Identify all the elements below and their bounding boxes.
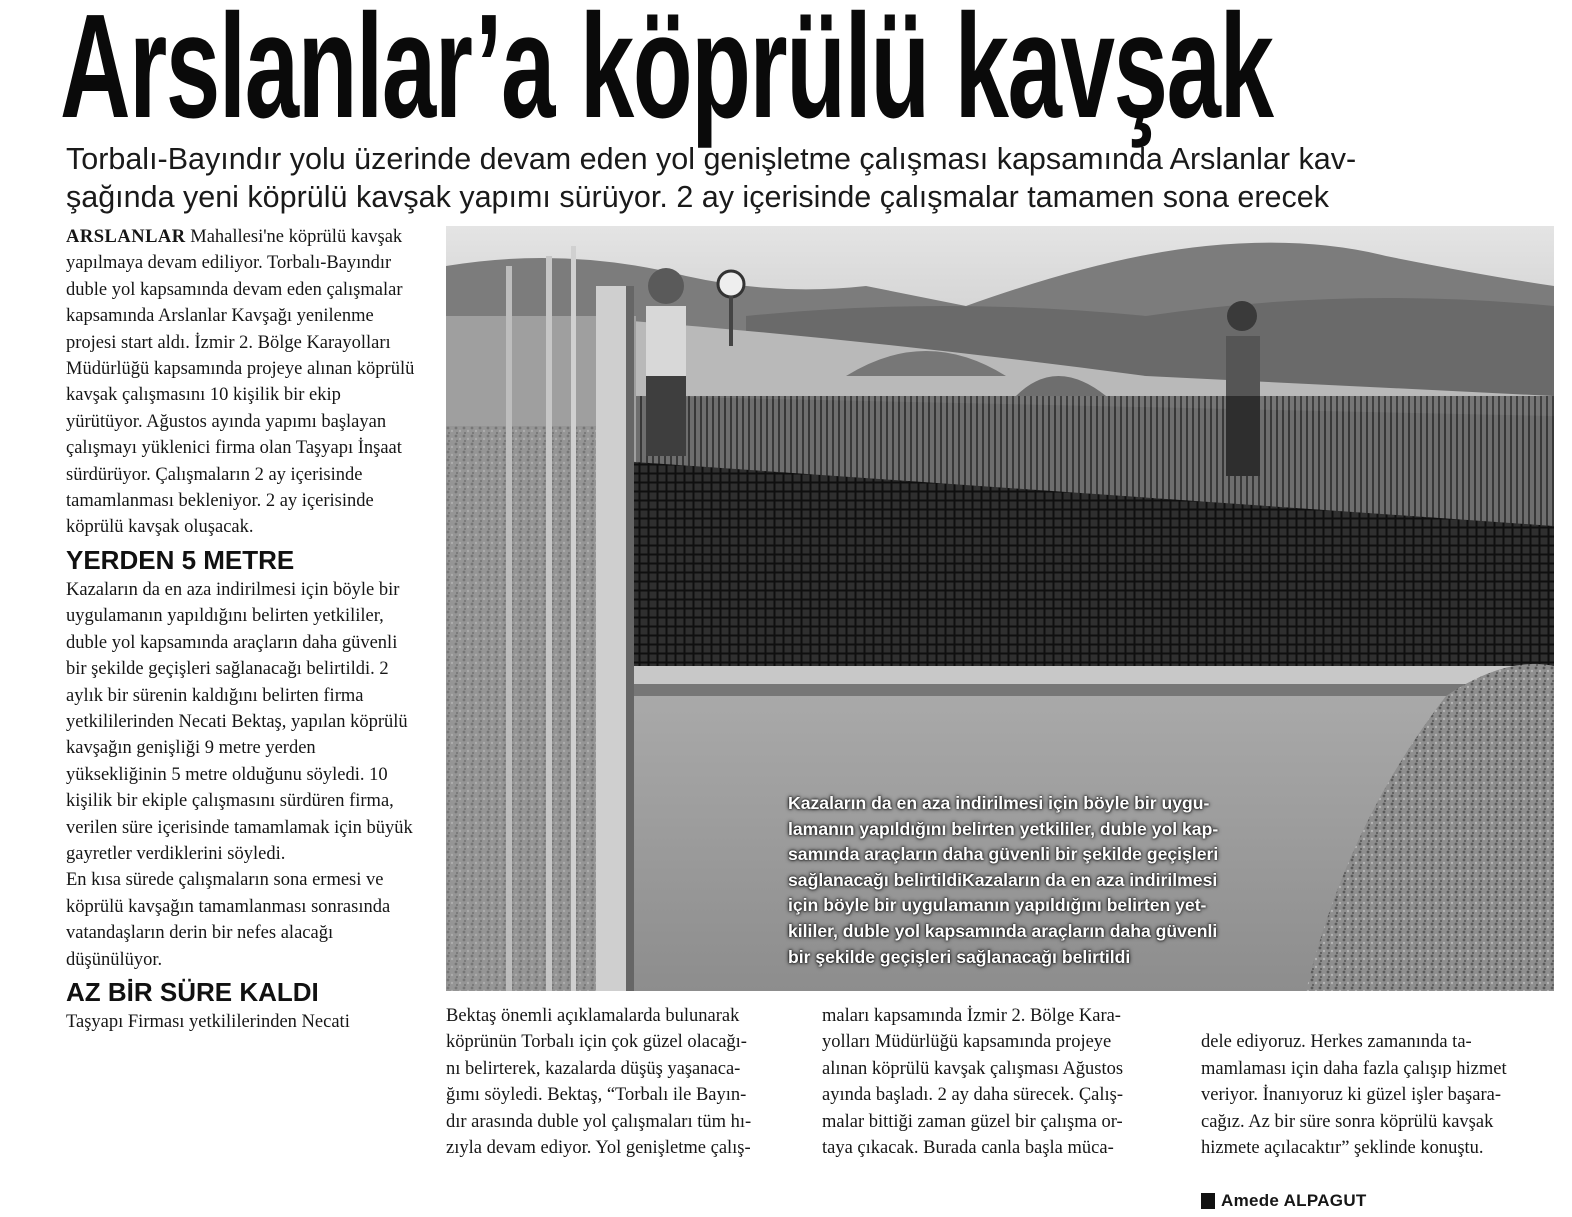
- intro-text: Mahallesi'ne köprülü kavşak yapılmaya devam ediliyor. Torbalı-Bayındır duble yol kapsamında devam eden çalışmalar kapsamında Arslanlar Kavşağı yenilenme projesi start aldı. İzmir 2. Bölge Karayolları Müdürlüğü kapsamında projeye alınan köprülü kavşak çalışmasını 10 kişilik bir ekip yürütüyor. Ağustos ayında yapımı başlayan çalışmayı yüklenici firma olan Taşyapı İnşaat sürdürüyor. Çalışmaların 2 ay içerisinde tamamlanması bekleniyor. 2 ay içerisinde köprülü kavşak oluşacak.: [66, 227, 415, 538]
- byline-square-icon: [1201, 1193, 1215, 1209]
- subhead-az-bir-sure: AZ BİR SÜRE KALDI: [66, 976, 319, 1007]
- construction-photo: [446, 226, 1554, 991]
- headline: Arslanlar’a köprülü kavşak: [60, 0, 1273, 149]
- paragraph-2: Kazaların da en aza indirilmesi için böyle bir uygulamanın yapıldığını belirten yetkililer, duble yol kapsamında araçların daha güvenli bir şekilde geçişleri sağlanacağı belirtildi. 2 aylık bir sürenin kaldığını belirten firma yetkililerinden Necati Bektaş, yapılan köprülü kavşağın genişliği 9 metre yerden yüksekliğinin 5 metre olduğunu söyledi. 10 kişilik bir ekiple çalışmasını sürdüren firma, verilen süre içerisinde tamamlamak için büyük gayretler verdiklerini söyledi.: [66, 579, 413, 864]
- bottom-column-3: [1201, 1003, 1549, 1217]
- photo-caption: Kazaların da en aza indirilmesi için böyle bir uygu- lamanın yapıldığını belirten yetkililer, duble yol kap- samında araçların daha güvenli bir şekilde geçişleri sağlanacağı belirtildiKazaların da en aza indirilmesi için böyle bir uygulamanın yapıldığını belirten yet- kililer, duble yol kapsamında araçların daha güvenli bir şekilde geçişleri sağlanacağı belirtildi: [788, 793, 1219, 967]
- deck: [66, 140, 1566, 216]
- subhead-yerden: YERDEN 5 METRE: [66, 544, 295, 575]
- left-column: [66, 224, 421, 1035]
- bottom-column-2: maları kapsamında İzmir 2. Bölge Kara- yolları Müdürlüğü kapsamında projeye alınan köprülü kavşak çalışması Ağustos ayında başladı. 2 ay daha sürecek. Çalış- malar bittiği zaman güzel bir çalışma or- taya çıkacak. Burada canla başla müca-: [822, 1006, 1124, 1159]
- byline: [1201, 1188, 1367, 1214]
- deck-line: Torbalı-Bayındır yolu üzerinde devam eden yol genişletme çalışması kapsamında Arslanlar kav-: [66, 142, 1357, 176]
- intro-paragraph: [66, 224, 421, 541]
- lead-word: ARSLANLAR: [66, 227, 186, 247]
- byline-name: Amede ALPAGUT: [1221, 1190, 1367, 1210]
- paragraph-4: Taşyapı Firması yetkililerinden Necati: [66, 1011, 350, 1032]
- bottom-column-1: Bektaş önemli açıklamalarda bulunarak köprünün Torbalı için çok güzel olacağı- nı belirterek, kazalarda düşüş yaşanaca- ğımı söyledi. Bektaş, “Torbalı ile Bayın- dır arasında duble yol çalışmaları tüm hı- zıyla devam ediyor. Yol genişletme çalış-: [446, 1006, 752, 1159]
- deck-line: şağında yeni köprülü kavşak yapımı sürüyor. 2 ay içerisinde çalışmalar tamamen sona erecek: [66, 180, 1329, 214]
- paragraph-3: En kısa sürede çalışmaların sona ermesi ve köprülü kavşağın tamamlanması sonrasında vatandaşların derin bir nefes alacağı düşünülüyor.: [66, 870, 391, 970]
- bottom-column-3-text: dele ediyoruz. Herkes zamanında ta- mamlaması için daha fazla çalışıp hizmet veriyor. İnanıyoruz ki güzel işler başara- cağız. Az bir süre sonra köprülü kavşak hizmete açılacaktır” şeklinde konuştu.: [1201, 1032, 1507, 1159]
